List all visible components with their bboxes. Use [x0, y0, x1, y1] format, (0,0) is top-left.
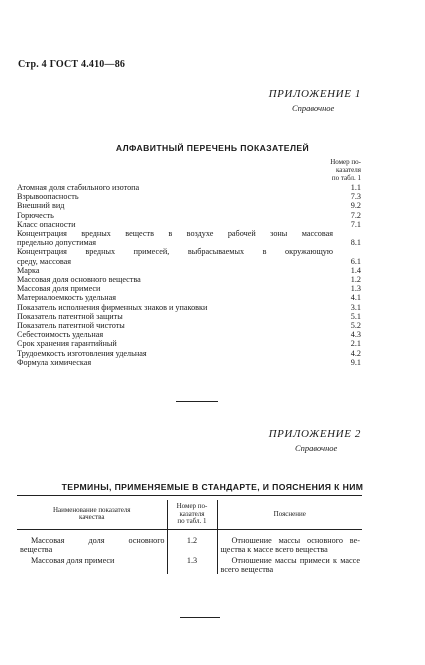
indicator-number: 4.3	[350, 330, 361, 340]
header-line: Номер по-	[176, 502, 208, 510]
list-item	[17, 303, 361, 312]
header-line: Наименование показателя	[52, 505, 131, 514]
section-divider	[176, 401, 218, 402]
indicator-name: Показатель патентной защиты	[17, 311, 123, 321]
header-name-cell	[17, 500, 167, 529]
appendix-1-title: ПРИЛОЖЕНИЕ 1	[268, 88, 361, 100]
indicator-name: среду, массовая	[17, 256, 72, 266]
indicator-number: 6.1	[350, 256, 361, 266]
index-number-column-header	[305, 158, 361, 182]
indicator-number: 1.3	[350, 284, 361, 294]
term-explanation: Отношение массы основного ве-	[231, 535, 360, 545]
header-line: казателя	[179, 509, 205, 518]
table-top-rule	[17, 495, 362, 496]
term-explanation-continuation: всего вещества	[220, 564, 274, 574]
header-explanation-cell: Пояснение	[217, 500, 362, 529]
list-item	[17, 339, 361, 348]
list-item	[17, 201, 361, 210]
indicator-number: 1.2	[350, 275, 361, 285]
header-line: по табл. 1	[331, 174, 361, 182]
header-line: качества	[79, 513, 105, 522]
list-item	[17, 358, 361, 367]
list-item	[17, 247, 361, 256]
end-divider	[180, 617, 220, 618]
terms-table	[17, 500, 362, 574]
indicator-number: 9.1	[350, 357, 361, 367]
list-item	[17, 312, 361, 321]
list-item	[17, 321, 361, 330]
indicator-number: 3.1	[350, 302, 361, 312]
indicator-number: 8.1	[350, 238, 361, 248]
indicator-name: Массовая доля основного вещества	[17, 275, 141, 285]
indicator-number: 1.4	[350, 265, 361, 275]
section-1-title: АЛФАВИТНЫЙ ПЕРЕЧЕНЬ ПОКАЗАТЕЛЕЙ	[115, 143, 310, 153]
list-item	[17, 266, 361, 275]
indicator-name: Концентрация вредных примесей, выбрасываемых в окружающую	[17, 247, 333, 257]
indicator-number: 1.1	[350, 183, 361, 192]
term-name: Массовая доля примеси	[31, 555, 115, 565]
term-name: Массовая доля основного	[31, 535, 165, 545]
table-row	[17, 554, 362, 574]
indicator-name: Марка	[17, 265, 40, 275]
header-number-cell	[167, 500, 217, 529]
header-line: по табл. 1	[177, 517, 207, 525]
indicator-name: Массовая доля примеси	[17, 284, 101, 294]
indicator-number: 4.2	[350, 348, 361, 358]
list-item	[17, 183, 361, 192]
term-explanation-continuation: щества к массе всего вещества	[220, 544, 328, 554]
indicator-name: Материалоемкость удельная	[17, 293, 117, 303]
indicator-name: Формула химическая	[17, 357, 92, 367]
appendix-2-subtitle: Справочное	[295, 443, 338, 453]
list-item	[17, 229, 361, 238]
list-item	[17, 284, 361, 293]
term-explanation: Отношение массы примеси к массе	[231, 555, 360, 565]
appendix-2-title: ПРИЛОЖЕНИЕ 2	[268, 428, 361, 440]
indicator-number: 7.1	[350, 219, 361, 229]
table-header-row	[17, 500, 362, 529]
term-number: 1.3	[167, 554, 217, 574]
indicator-number: 9.2	[350, 201, 361, 211]
indicator-index-list	[17, 183, 361, 367]
indicator-number: 7.2	[350, 210, 361, 220]
indicator-name: Горючесть	[17, 210, 54, 220]
indicator-number: 5.1	[350, 311, 361, 321]
section-2-title: ТЕРМИНЫ, ПРИМЕНЯЕМЫЕ В СТАНДАРТЕ, И ПОЯСНЕНИЯ К НИМ	[61, 482, 364, 492]
term-explanation-cell	[217, 529, 362, 554]
header-line: казателя	[336, 166, 361, 174]
indicator-number: 5.2	[350, 321, 361, 331]
indicator-name: Концентрация вредных веществ в воздухе рабочей зоны массовая	[17, 229, 333, 239]
indicator-name: предельно допустимая	[17, 238, 96, 248]
indicator-number: 4.1	[350, 293, 361, 303]
term-name-continuation: вещества	[20, 544, 53, 554]
term-explanation-cell	[217, 554, 362, 574]
indicator-number	[339, 247, 361, 256]
list-item	[17, 220, 361, 229]
list-item	[17, 257, 361, 266]
list-item	[17, 349, 361, 358]
indicator-name: Внешний вид	[17, 201, 65, 211]
table-row	[17, 529, 362, 554]
indicator-name: Срок хранения гарантийный	[17, 339, 117, 349]
page-header: Стр. 4 ГОСТ 4.410—86	[18, 59, 126, 70]
indicator-name: Атомная доля стабильного изотопа	[17, 183, 140, 192]
list-item	[17, 275, 361, 284]
list-item	[17, 330, 361, 339]
term-number: 1.2	[167, 529, 217, 554]
indicator-number: 7.3	[350, 192, 361, 202]
indicator-name: Взрывоопасность	[17, 192, 79, 202]
header-line: Номер по-	[330, 158, 361, 166]
indicator-number: 2.1	[350, 339, 361, 349]
term-name-cell	[17, 529, 167, 554]
indicator-name: Себестоимость удельная	[17, 330, 104, 340]
list-item	[17, 211, 361, 220]
term-name-cell	[17, 554, 167, 574]
list-item	[17, 293, 361, 302]
appendix-1-subtitle: Справочное	[292, 103, 335, 113]
list-item	[17, 238, 361, 247]
indicator-number	[339, 229, 361, 238]
indicator-name: Показатель исполнения фирменных знаков и упаковки	[17, 302, 208, 312]
list-item	[17, 192, 361, 201]
indicator-name: Класс опасности	[17, 219, 76, 229]
indicator-name: Показатель патентной чистоты	[17, 321, 125, 331]
indicator-name: Трудоемкость изготовления удельная	[17, 348, 147, 358]
